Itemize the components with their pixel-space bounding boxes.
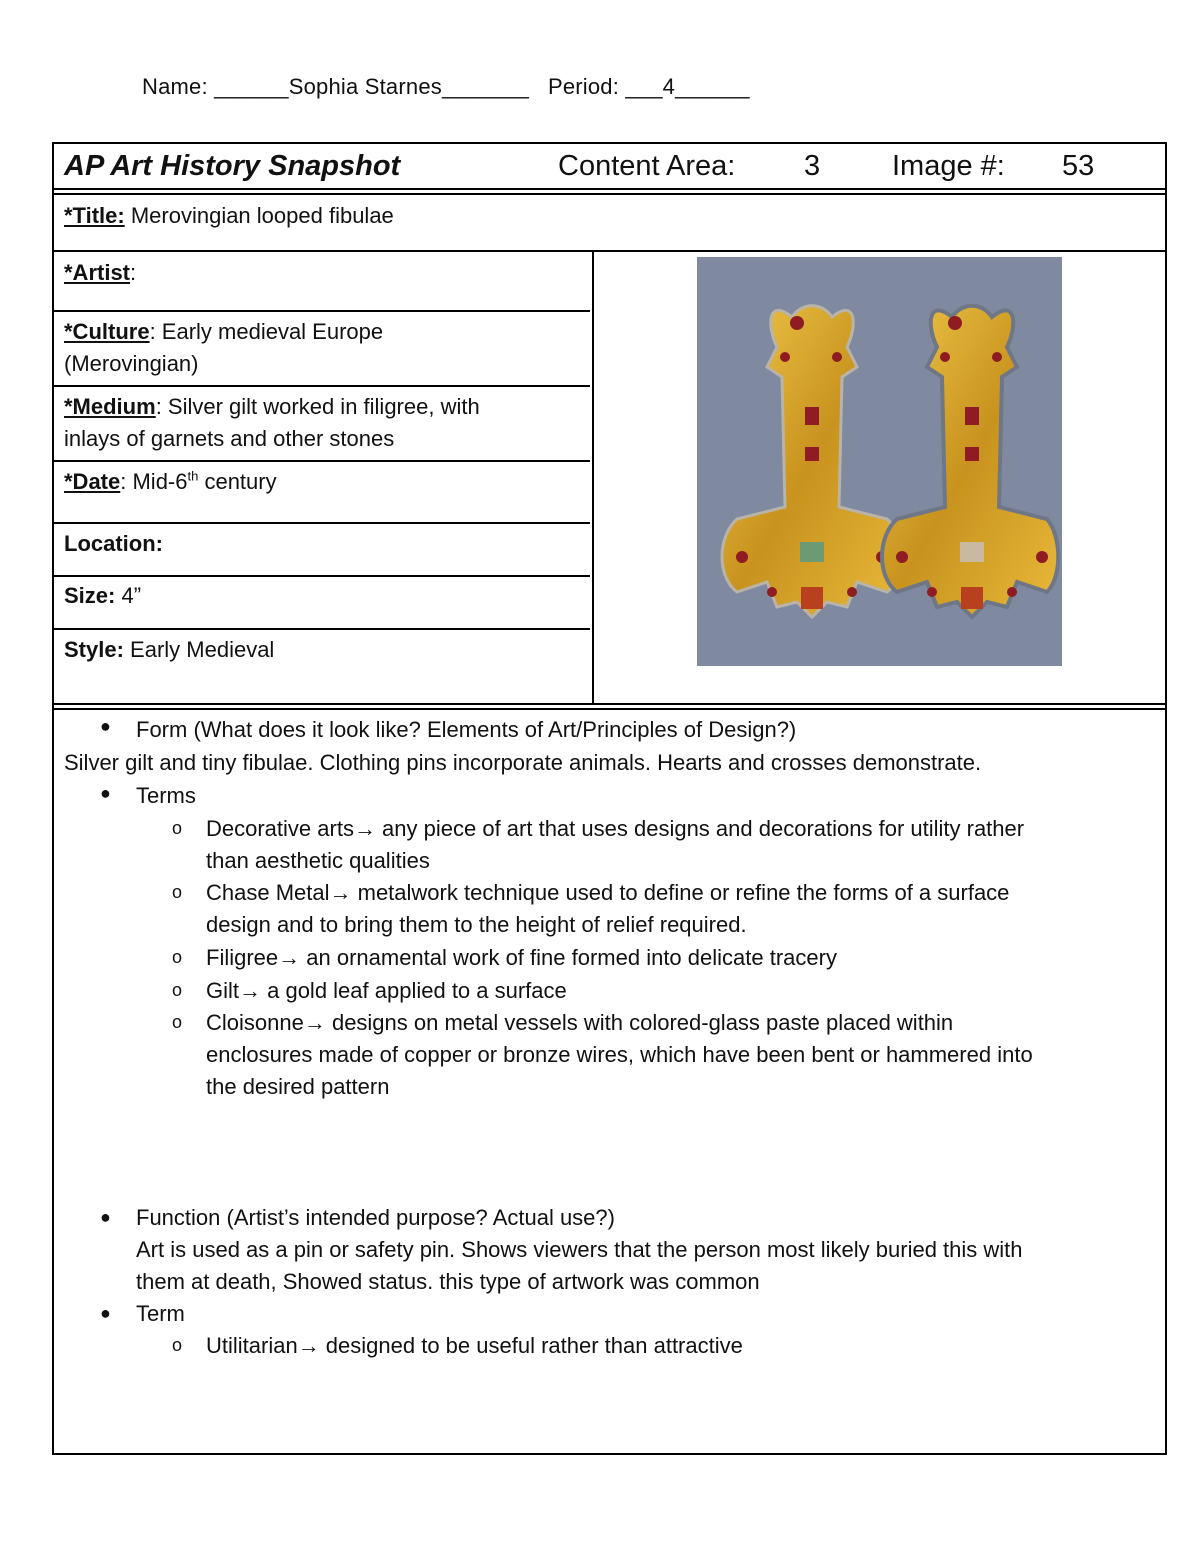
column-divider	[592, 252, 594, 704]
fibulae-photo	[697, 257, 1062, 666]
term-line: enclosures made of copper or bronze wires, which have been bent or hammered into	[206, 1042, 1033, 1067]
terms-heading: Terms	[136, 783, 196, 808]
form-text: Silver gilt and tiny fibulae. Clothing pins incorporate animals. Hearts and crosses demonstrate.	[64, 750, 982, 775]
snapshot-title-row	[64, 150, 1155, 190]
content-area-value: 3	[804, 150, 821, 182]
sub-marker: o	[172, 947, 183, 967]
form-heading: Form (What does it look like? Elements of Art/Principles of Design?)	[136, 717, 797, 742]
content-area-label: Content Area:	[558, 150, 736, 182]
title-value: Merovingian looped fibulae	[124, 203, 394, 228]
divider	[54, 385, 590, 387]
culture-value: : Early medieval Europe	[149, 319, 384, 344]
date-field	[64, 466, 277, 498]
sub-marker: o	[172, 1335, 183, 1355]
divider	[54, 575, 590, 577]
fibulae-illustration	[697, 257, 1062, 666]
medium-field	[64, 391, 480, 455]
size-field	[64, 580, 141, 612]
term-line: Filigree→ an ornamental work of fine formed into delicate tracery	[206, 945, 837, 970]
function-text	[136, 1234, 1023, 1298]
function-line: them at death, Showed status. this type of artwork was common	[136, 1269, 760, 1294]
sub-marker: o	[172, 980, 183, 1000]
artist-value: :	[130, 260, 137, 285]
function-heading: Function (Artist’s intended purpose? Actual use?)	[136, 1205, 615, 1230]
name-period-line: Name: ______Sophia Starnes_______ Period: ___4______	[142, 74, 750, 99]
medium-value: : Silver gilt worked in filigree, with	[155, 394, 480, 419]
function-line: Art is used as a pin or safety pin. Shows viewers that the person most likely buried this with	[136, 1237, 1023, 1262]
divider	[54, 188, 1165, 190]
snapshot-title: AP Art History Snapshot	[64, 150, 401, 182]
term-line: the desired pattern	[206, 1074, 390, 1099]
bullet-marker: ●	[100, 1207, 111, 1227]
divider	[54, 310, 590, 312]
divider	[54, 193, 1165, 195]
term-line: than aesthetic qualities	[206, 848, 430, 873]
divider	[54, 628, 590, 630]
date-value-continued: century	[198, 469, 277, 494]
size-value: 4”	[115, 583, 142, 608]
date-label: *Date	[64, 469, 121, 494]
style-label: Style:	[64, 637, 124, 662]
snapshot-sheet	[52, 142, 1167, 1455]
term-chase-metal	[206, 877, 1009, 941]
sub-marker: o	[172, 818, 183, 838]
term-gilt	[206, 975, 567, 1007]
bullet-marker: ●	[100, 783, 111, 803]
sub-marker: o	[172, 882, 183, 902]
medium-label: *Medium	[64, 394, 156, 419]
term-decorative-arts	[206, 813, 1024, 877]
term-line: Chase Metal→ metalwork technique used to define or refine the forms of a surface	[206, 880, 1010, 905]
culture-label: *Culture	[64, 319, 150, 344]
bullet-marker: ●	[100, 716, 111, 736]
medium-value-continued: inlays of garnets and other stones	[64, 426, 395, 451]
term-line: Gilt→ a gold leaf applied to a surface	[206, 978, 567, 1003]
culture-value-continued: (Merovingian)	[64, 351, 199, 376]
image-number-label: Image #:	[892, 150, 1005, 182]
term-line: Decorative arts→ any piece of art that uses designs and decorations for utility rather	[206, 816, 1025, 841]
date-value: : Mid-6	[120, 469, 188, 494]
artist-field	[64, 257, 136, 289]
culture-field	[64, 316, 383, 380]
size-label: Size:	[64, 583, 116, 608]
left-fibula	[722, 306, 902, 617]
divider	[54, 708, 1165, 710]
date-superscript: th	[187, 468, 199, 484]
term-heading: Term	[136, 1301, 185, 1326]
title-field	[64, 200, 394, 232]
divider	[54, 703, 1165, 705]
term-cloisonne	[206, 1007, 1033, 1103]
style-field	[64, 634, 274, 666]
style-value: Early Medieval	[123, 637, 275, 662]
image-number-value: 53	[1062, 150, 1095, 182]
term-line: design and to bring them to the height of relief required.	[206, 912, 747, 937]
location-field	[64, 528, 163, 560]
sub-marker: o	[172, 1012, 183, 1032]
location-label: Location:	[64, 531, 163, 556]
artist-label: *Artist	[64, 260, 131, 285]
divider	[54, 522, 590, 524]
term-filigree	[206, 942, 837, 974]
divider	[54, 460, 590, 462]
divider	[54, 250, 1165, 252]
term-utilitarian: Utilitarian→ designed to be useful rather than attractive	[206, 1333, 743, 1358]
title-label: *Title:	[64, 203, 125, 228]
right-fibula	[882, 306, 1058, 617]
term-line: Cloisonne→ designs on metal vessels with colored-glass paste placed within	[206, 1010, 954, 1035]
bullet-marker: ●	[100, 1303, 111, 1323]
